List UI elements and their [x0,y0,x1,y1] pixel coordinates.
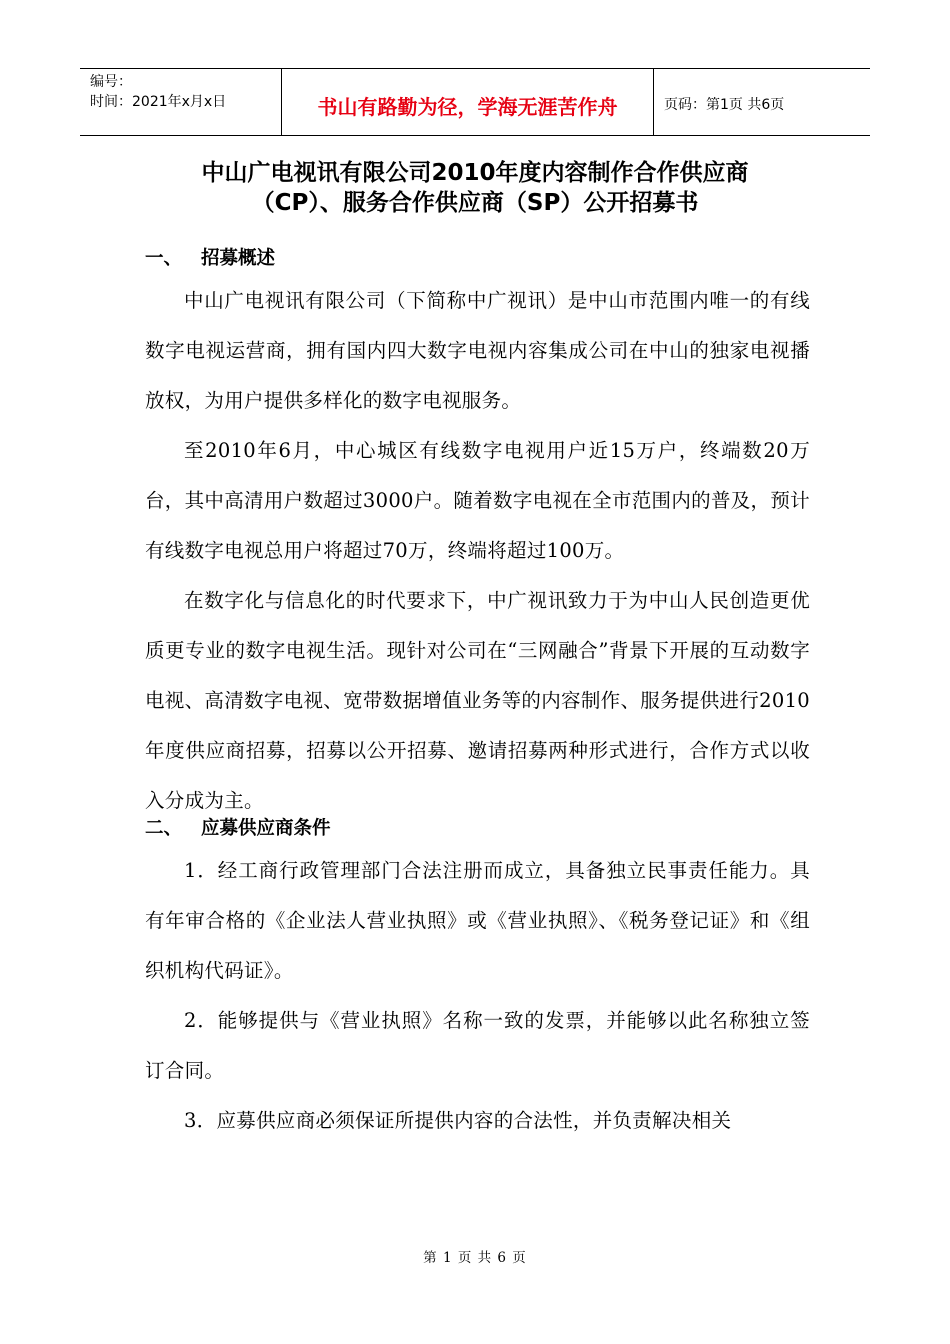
document-title-line2: （CP）、服务合作供应商（SP）公开招募书 [251,190,699,216]
paragraph: 1．经工商行政管理部门合法注册而成立，具备独立民事责任能力。具有年审合格的《企业法人营业执照》或《营业执照》、《税务登记证》和《组织机构代码证》。 [145,859,810,982]
section-title: 招募概述 [201,248,276,269]
header-motto: 书山有路勤为径，学海无涯苦作舟 [282,69,654,135]
paragraph: 至2010年6月，中心城区有线数字电视用户近15万户，终端数20万台，其中高清用户数超过3000户。随着数字电视在全市范围内的普及，预计有线数字电视总用户将超过70万，终端将超过100万。 [145,439,810,562]
page-footer: 第 1 页 共 6 页 [423,1250,527,1266]
document-number-label: 编号： [90,74,132,90]
section-heading-overview [145,244,810,274]
paragraph: 2．能够提供与《营业执照》名称一致的发票，并能够以此名称独立签订合同。 [145,1009,810,1082]
document-body [145,244,810,1146]
header-page-info: 页码：第1页 共6页 [664,97,785,113]
section-title: 应募供应商条件 [201,818,331,839]
paragraph: 在数字化与信息化的时代要求下，中广视讯致力于为中山人民创造更优质更专业的数字电视生活。现针对公司在“三网融合”背景下开展的互动数字电视、高清数字电视、宽带数据增值业务等的内容制作、服务提供进行2010年度供应商招募，招募以公开招募、邀请招募两种形式进行，合作方式以收入分成为主。 [145,589,810,812]
document-title [130,158,820,218]
section-number: 一、 [145,248,183,269]
header-meta-cell [80,69,282,135]
section-heading-conditions [145,814,810,844]
paragraph: 3．应募供应商必须保证所提供内容的合法性，并负责解决相关 [184,1109,732,1132]
document-title-line1: 中山广电视讯有限公司2010年度内容制作合作供应商 [201,160,749,186]
section-number: 二、 [145,818,183,839]
header-table [80,68,870,136]
document-date-label: 时间：2021年x月x日 [90,94,227,110]
paragraph: 中山广电视讯有限公司（下简称中广视讯）是中山市范围内唯一的有线数字电视运营商，拥有国内四大数字电视内容集成公司在中山的独家电视播放权，为用户提供多样化的数字电视服务。 [145,289,810,412]
